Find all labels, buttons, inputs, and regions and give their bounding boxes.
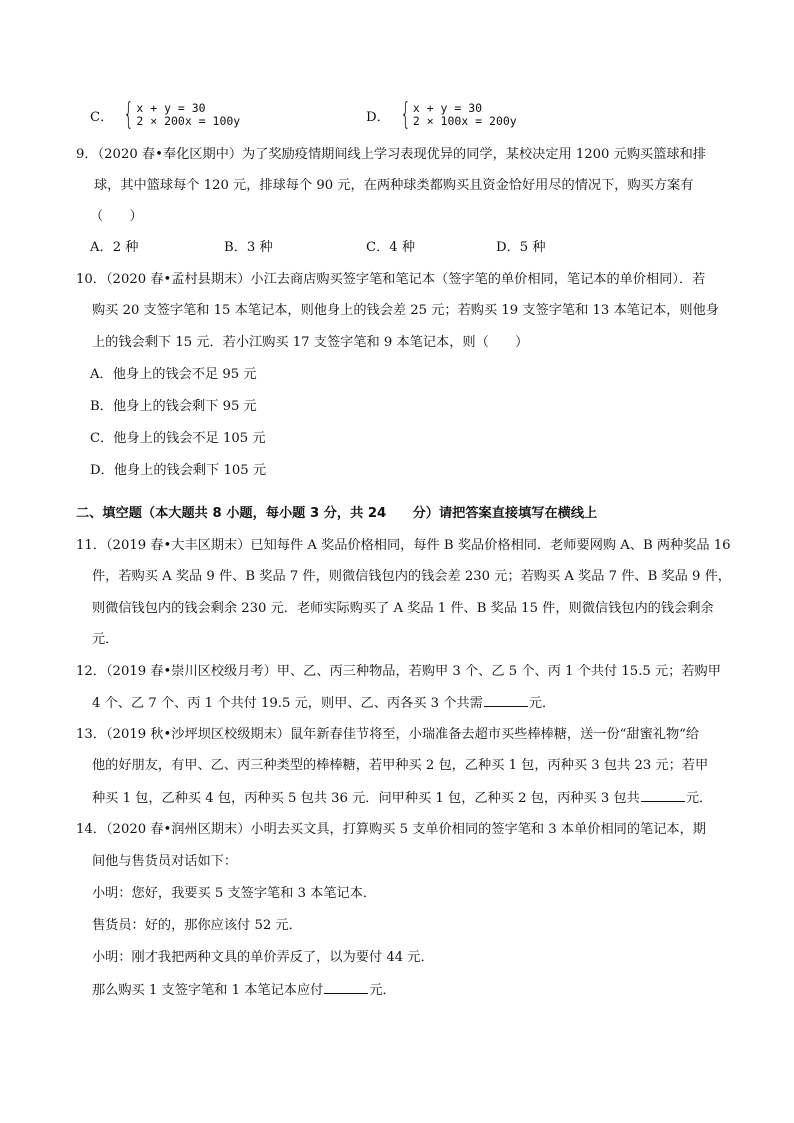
equation: 2 × 100x = 200y bbox=[412, 114, 517, 128]
equation: x + y = 30 bbox=[136, 101, 206, 115]
q12-line: 12．（2019 春•崇川区校级月考）甲、乙、丙三种物品，若购甲 3 个、乙 5 个、丙 1 个共付 15.5 元；若购甲 bbox=[76, 664, 721, 679]
q14-line: 14．（2020 春•润州区期末）小明去买文具，打算购买 5 支单价相同的签字笔和 3 本单价相同的笔记本，期 bbox=[76, 822, 706, 837]
q11-line: 则微信钱包内的钱会剩余 230 元．老师实际购买了 A 奖品 1 件、B 奖品 15 件，则微信钱包内的钱会剩余 bbox=[92, 601, 714, 616]
equation-system bbox=[413, 102, 517, 128]
equation-system bbox=[136, 102, 240, 128]
q11-line: 元． bbox=[92, 632, 119, 647]
q12-unit: 元． bbox=[528, 696, 556, 711]
q10-option-b: B．他身上的钱会剩下 95 元 bbox=[90, 399, 257, 414]
q14-line bbox=[92, 981, 396, 1000]
q10-option-a: A．他身上的钱会不足 95 元 bbox=[90, 367, 257, 382]
q12-text: 4 个、乙 7 个、丙 1 个共付 19.5 元，则甲、乙、丙各买 3 个共需 bbox=[92, 696, 483, 711]
q13-line bbox=[92, 789, 712, 808]
q11-line: 11．（2019 春•大丰区期末）已知每件 A 奖品价格相同，每件 B 奖品价格相同．老师要网购 A、B 两种奖品 16 bbox=[76, 538, 731, 553]
q10-line: 上的钱会剩下 15 元．若小江购买 17 支签字笔和 9 本笔记本，则（ ） bbox=[92, 335, 529, 350]
q10-option-d: D．他身上的钱会剩下 105 元 bbox=[90, 463, 267, 478]
answer-blank[interactable] bbox=[484, 694, 528, 707]
q14-dialogue: 小明：您好，我要买 5 支签字笔和 3 本笔记本． bbox=[92, 886, 377, 901]
q9-option-d: D．5 种 bbox=[496, 240, 546, 255]
q8-option-d bbox=[366, 97, 517, 132]
q14-unit: 元． bbox=[369, 983, 396, 998]
answer-blank[interactable] bbox=[324, 981, 368, 994]
section-heading: 二、填空题（本大题共 8 小题，每小题 3 分，共 24 分）请把答案直接填写在横线上 bbox=[76, 506, 598, 521]
q14-line: 间他与售货员对话如下： bbox=[92, 854, 238, 869]
brace-symbol: { bbox=[123, 97, 135, 132]
q9-line: 球，其中篮球每个 120 元，排球每个 90 元，在两种球类都购买且资金恰好用尽的情况下，购买方案有 bbox=[94, 178, 694, 193]
q9-option-a: A．2 种 bbox=[90, 240, 139, 255]
q14-dialogue: 售货员：好的，那你应该付 52 元． bbox=[92, 918, 302, 933]
q11-line: 件，若购买 A 奖品 9 件、B 奖品 7 件，则微信钱包内的钱会差 230 元；若购买 A 奖品 7 件、B 奖品 9 件， bbox=[92, 569, 731, 584]
q10-line: 10．（2020 春•孟村县期末）小江去商店购买签字笔和笔记本（签字笔的单价相同，笔记本的单价相同）．若 bbox=[76, 272, 706, 287]
q13-text: 种买 1 包，乙种买 4 包，丙种买 5 包共 36 元．问甲种买 1 包，乙种买 2 包，丙种买 3 包共 bbox=[92, 791, 640, 806]
q9-line: （ ） bbox=[90, 209, 143, 224]
q8-option-d-label: D． bbox=[366, 109, 390, 125]
q10-line: 购买 20 支签字笔和 15 本笔记本，则他身上的钱会差 25 元；若购买 19 支签字笔和 13 本笔记本，则他身 bbox=[92, 303, 719, 318]
q8-option-c-label: C． bbox=[90, 109, 114, 125]
q10-option-c: C．他身上的钱会不足 105 元 bbox=[90, 431, 266, 446]
q14-text: 那么购买 1 支签字笔和 1 本笔记本应付 bbox=[92, 983, 324, 998]
q13-line: 他的好朋友，有甲、乙、丙三种类型的棒棒糖，若甲种买 2 包，乙种买 1 包，丙种买 3 包共 23 元；若甲 bbox=[92, 758, 709, 773]
q14-dialogue: 小明：刚才我把两种文具的单价弄反了，以为要付 44 元． bbox=[92, 950, 434, 965]
equation: 2 × 200x = 100y bbox=[136, 114, 241, 128]
answer-blank[interactable] bbox=[641, 789, 685, 802]
q13-unit: 元． bbox=[685, 791, 713, 806]
brace-symbol: { bbox=[400, 97, 411, 132]
q12-line bbox=[92, 694, 555, 713]
q13-line: 13．（2019 秋•沙坪坝区校级期末）鼠年新春佳节将至，小瑞准备去超市买些棒棒糖，送一份“甜蜜礼物“给 bbox=[76, 727, 700, 742]
q8-option-c bbox=[90, 97, 241, 132]
q9-option-b: B．3 种 bbox=[224, 240, 273, 255]
q9-option-c: C．4 种 bbox=[366, 240, 416, 255]
q9-line: 9．（2020 春•奉化区期中）为了奖励疫情期间线上学习表现优异的同学，某校决定用 1200 元购买篮球和排 bbox=[76, 147, 706, 162]
equation: x + y = 30 bbox=[412, 101, 483, 115]
